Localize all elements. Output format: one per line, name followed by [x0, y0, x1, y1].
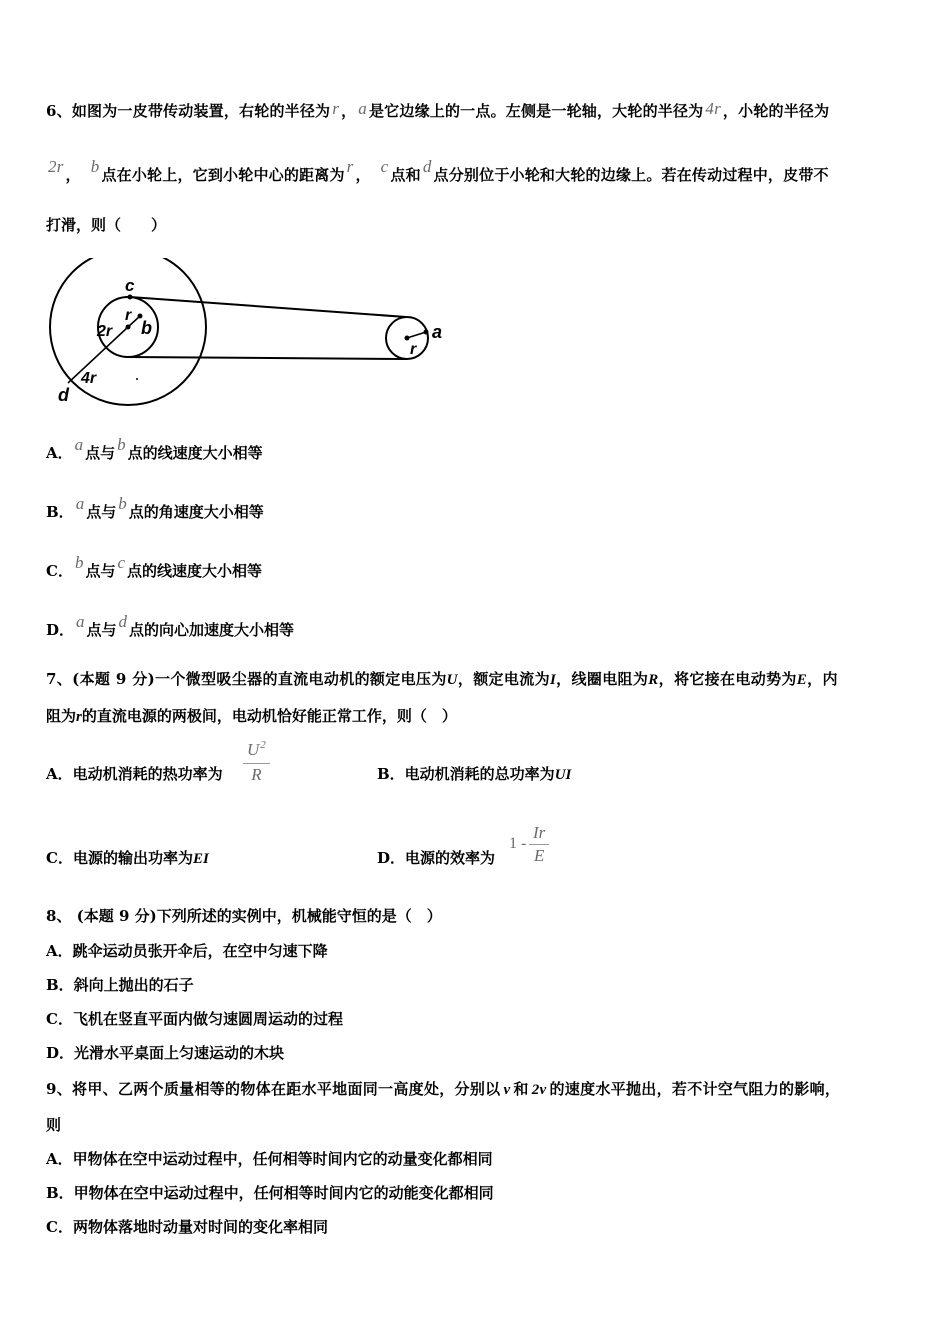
option-letter: C． — [46, 562, 73, 580]
point-c — [128, 295, 133, 300]
q6-option-a — [46, 435, 263, 463]
math-var: a — [76, 612, 85, 631]
q9-text: 的速度水平抛出，若不计空气阻力的影响， — [549, 1080, 841, 1098]
q7-text: ，内 — [807, 670, 838, 688]
frac-superscript: 2 — [260, 739, 266, 751]
q7-text: ，额定电流为 — [457, 670, 550, 688]
q9-stem-line1 — [46, 1078, 840, 1099]
math-EI: EI — [192, 851, 209, 867]
belt-bottom — [128, 357, 407, 359]
frac-denominator: E — [533, 846, 545, 865]
q6-text-1a: 6、如图为一皮带传动装置，右轮的半径为 — [46, 102, 331, 120]
math-v: v — [503, 1082, 511, 1098]
math-d: d — [422, 157, 432, 176]
center-left — [126, 325, 131, 330]
q6-text-2a: ， — [65, 166, 81, 184]
q9-option-a: A．甲物体在空中运动过程中，任何相等时间内它的动量变化都相同 — [46, 1150, 493, 1168]
q8-stem: 8、 (本题 9 分)下列所述的实例中，机械能守恒的是（ ） — [46, 907, 442, 925]
label-r-b: r — [125, 307, 132, 324]
q6-option-d — [46, 612, 295, 640]
math-E: E — [796, 672, 808, 688]
q7-text: 7、(本题 9 分)一个微型吸尘器的直流电动机的额定电压为 — [46, 670, 447, 688]
math-var: a — [74, 435, 84, 454]
q7-option-a: A．电动机消耗的热功率为 — [46, 765, 223, 783]
math-r-2: r — [346, 157, 354, 176]
frac-numerator: U — [247, 740, 260, 759]
label-d: d — [58, 385, 69, 405]
math-var: b — [118, 494, 127, 513]
math-var: a — [75, 494, 85, 513]
center-right — [405, 336, 410, 341]
option-text: C．电源的输出功率为 — [46, 849, 193, 867]
q7-option-d: D．电源的效率为 — [377, 849, 496, 867]
math-r: r — [332, 99, 340, 118]
option-text: 点与 — [86, 503, 117, 521]
q9-option-c: C．两物体落地时动量对时间的变化率相同 — [46, 1218, 328, 1236]
q7-text: 的直流电源的两极间，电动机恰好能正常工作，则（ ） — [81, 707, 457, 725]
label-a: a — [432, 322, 443, 342]
q6-text-2e: 点分别位于小轮和大轮的边缘上。若在传动过程中，皮带不 — [433, 166, 829, 184]
option-text: 点与 — [86, 621, 117, 639]
belt-drive-figure — [44, 258, 454, 408]
math-a: a — [358, 99, 367, 118]
math-c: c — [380, 157, 389, 176]
point-dot — [136, 378, 138, 380]
fraction-u2-over-r — [243, 739, 270, 786]
option-text: 点与 — [85, 562, 116, 580]
label-2r: 2r — [97, 323, 113, 340]
option-letter: A． — [46, 444, 73, 462]
q8-option-b: B．斜向上抛出的石子 — [46, 976, 194, 994]
math-2v: 2v — [531, 1082, 547, 1098]
math-U: U — [446, 672, 458, 688]
q6-text-1c: 是它边缘上的一点。左侧是一轮轴，大轮的半径为 — [368, 102, 704, 120]
efficiency-prefix: 1 - — [509, 835, 527, 852]
label-r-a: r — [410, 341, 417, 358]
math-var: c — [117, 553, 126, 572]
q9-option-b: B．甲物体在空中运动过程中，任何相等时间内它的动能变化都相同 — [46, 1184, 494, 1202]
q7-option-b — [377, 763, 571, 784]
radius-r-a — [407, 332, 426, 338]
label-c: c — [125, 276, 135, 295]
q9-stem-line2: 则 — [46, 1116, 62, 1134]
q7-option-c — [46, 847, 209, 868]
option-text: 点的线速度大小相等 — [127, 562, 263, 580]
q6-option-b — [46, 494, 264, 522]
math-var: b — [74, 553, 84, 572]
q9-text: 9、将甲、乙两个质量相等的物体在距水平地面同一高度处，分别以 — [46, 1080, 501, 1098]
q6-text-2b: 点在小轮上，它到小轮中心的距离为 — [101, 166, 345, 184]
q8-option-a: A．跳伞运动员张开伞后，在空中匀速下降 — [46, 942, 328, 960]
q6-text-1b: ， — [341, 102, 357, 120]
option-text: 点与 — [85, 444, 116, 462]
option-text: 点的线速度大小相等 — [127, 444, 263, 462]
math-r: r — [76, 709, 82, 725]
fraction-ir-over-e — [529, 822, 549, 867]
q7-text: ，将它接在电动势为 — [658, 670, 797, 688]
math-b: b — [90, 157, 100, 176]
q6-text-1d: ，小轮的半径为 — [722, 102, 830, 120]
q8-option-d: D．光滑水平桌面上匀速运动的木块 — [46, 1044, 285, 1062]
q7-stem-line1 — [46, 668, 838, 689]
q6-stem-line3: 打滑，则（ ） — [46, 216, 167, 234]
point-a — [424, 330, 429, 335]
frac-denominator: R — [251, 765, 262, 784]
math-var: d — [118, 612, 128, 631]
q9-text: 和 — [513, 1080, 529, 1098]
q6-text-2c: ， — [355, 166, 371, 184]
option-text: B．电动机消耗的总功率为 — [377, 765, 555, 783]
q6-option-c — [46, 553, 263, 581]
math-UI: UI — [554, 767, 572, 783]
q6-text-2d: 点和 — [390, 166, 421, 184]
q8-option-c: C．飞机在竖直平面内做匀速圆周运动的过程 — [46, 1010, 343, 1028]
q7-text: 阻为 — [46, 707, 77, 725]
math-4r: 4r — [705, 99, 721, 118]
q6-stem-line1 — [46, 100, 829, 121]
label-b: b — [141, 318, 152, 338]
math-R: R — [648, 672, 659, 688]
math-var: b — [117, 435, 126, 454]
option-letter: B． — [46, 503, 74, 521]
frac-numerator: Ir — [529, 822, 549, 845]
label-4r: 4r — [81, 370, 97, 387]
option-letter: D． — [46, 621, 75, 639]
math-I: I — [549, 672, 557, 688]
q7-stem-line2 — [46, 705, 457, 726]
math-2r: 2r — [48, 157, 64, 176]
q7-text: ，线圈电阻为 — [556, 670, 649, 688]
q6-stem-line2 — [46, 157, 829, 185]
belt-top — [130, 297, 406, 317]
option-text: 点的角速度大小相等 — [128, 503, 264, 521]
option-text: 点的向心加速度大小相等 — [129, 621, 295, 639]
